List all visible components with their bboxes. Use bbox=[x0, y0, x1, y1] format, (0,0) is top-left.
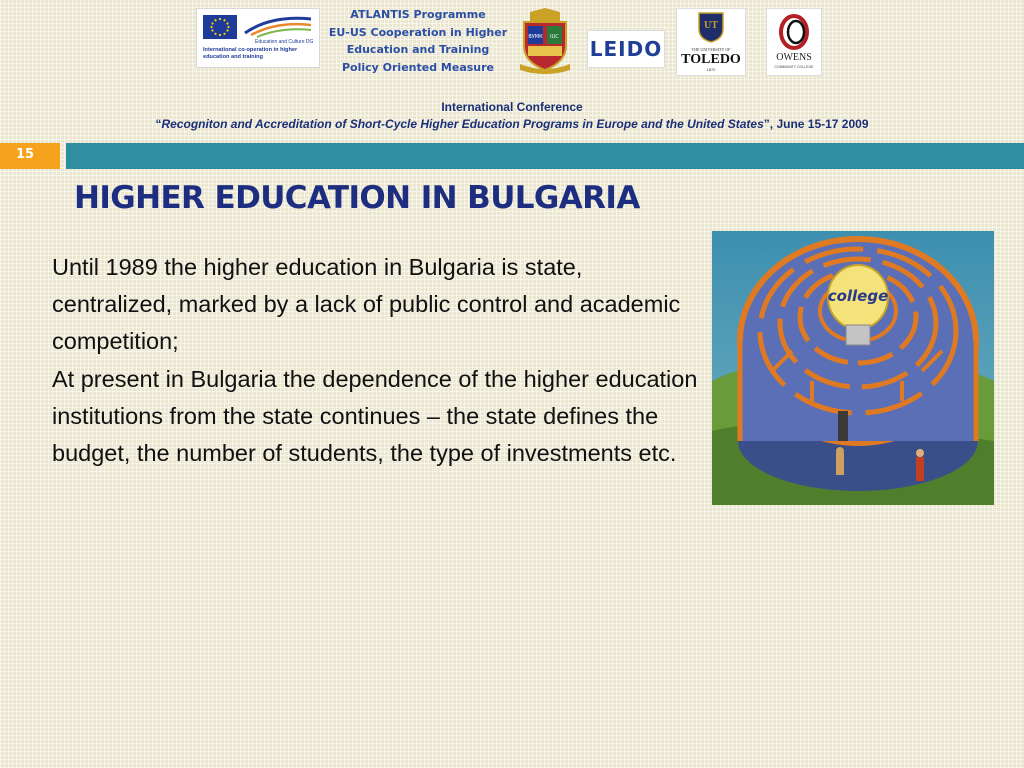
leido-logo: LEIDO bbox=[587, 30, 665, 68]
toledo-top-line: THE UNIVERSITY OF bbox=[691, 47, 731, 52]
bulb-text: college bbox=[827, 287, 889, 305]
quote-open: “ bbox=[155, 117, 162, 131]
slide-body bbox=[52, 249, 702, 472]
paragraph-2: At present in Bulgaria the dependence of the higher education institutions from the state continues – the state defines the budget, the number of students, the type of investments etc. bbox=[52, 365, 698, 467]
conference-topic: Recogniton and Accreditation of Short-Cycle Higher Education Programs in Europe and the United States bbox=[161, 117, 764, 131]
toledo-year: 1872 bbox=[706, 67, 716, 72]
owens-community-college-logo bbox=[766, 8, 822, 76]
swoosh-icon bbox=[241, 13, 313, 39]
crest-right-letters: IUC bbox=[550, 34, 559, 40]
eu-logo-caption: International co-operation in higher education and training bbox=[203, 47, 298, 60]
programme-line-2: EU-US Cooperation in Higher bbox=[328, 25, 508, 39]
university-of-toledo-logo bbox=[676, 8, 746, 76]
programme-line-4: Policy Oriented Measure bbox=[341, 60, 495, 74]
crest-left-letters: ВУМК bbox=[528, 34, 543, 40]
eu-dg-label: Education and Culture DG bbox=[255, 39, 314, 45]
university-crest-icon bbox=[516, 6, 574, 74]
owens-sub: COMMUNITY COLLEGE bbox=[774, 65, 814, 69]
conference-title: International Conference bbox=[441, 100, 583, 114]
slide-title: HIGHER EDUCATION IN BULGARIA bbox=[74, 180, 640, 216]
eu-flag-icon bbox=[203, 15, 237, 39]
title-bar bbox=[66, 143, 1024, 169]
paragraph-1: Until 1989 the higher education in Bulgaria is state, centralized, marked by a lack of public control and academic competition; bbox=[52, 254, 681, 355]
toledo-name: TOLEDO bbox=[681, 52, 741, 67]
conference-subtitle bbox=[0, 117, 1024, 131]
conference-date: June 15-17 2009 bbox=[773, 117, 869, 131]
programme-block bbox=[328, 6, 508, 76]
owens-o-icon bbox=[778, 13, 810, 51]
eu-education-culture-logo bbox=[196, 8, 320, 68]
owens-name: OWENS bbox=[776, 52, 812, 63]
programme-line-1: ATLANTIS Programme bbox=[350, 8, 486, 21]
slide-number: 15 bbox=[0, 143, 60, 169]
programme-line-3: Education and Training bbox=[346, 43, 490, 56]
maze-lightbulb-illustration bbox=[712, 231, 994, 505]
toledo-monogram: UT bbox=[704, 20, 718, 31]
quote-close: ”, bbox=[763, 117, 774, 131]
toledo-shield-icon bbox=[697, 11, 725, 43]
